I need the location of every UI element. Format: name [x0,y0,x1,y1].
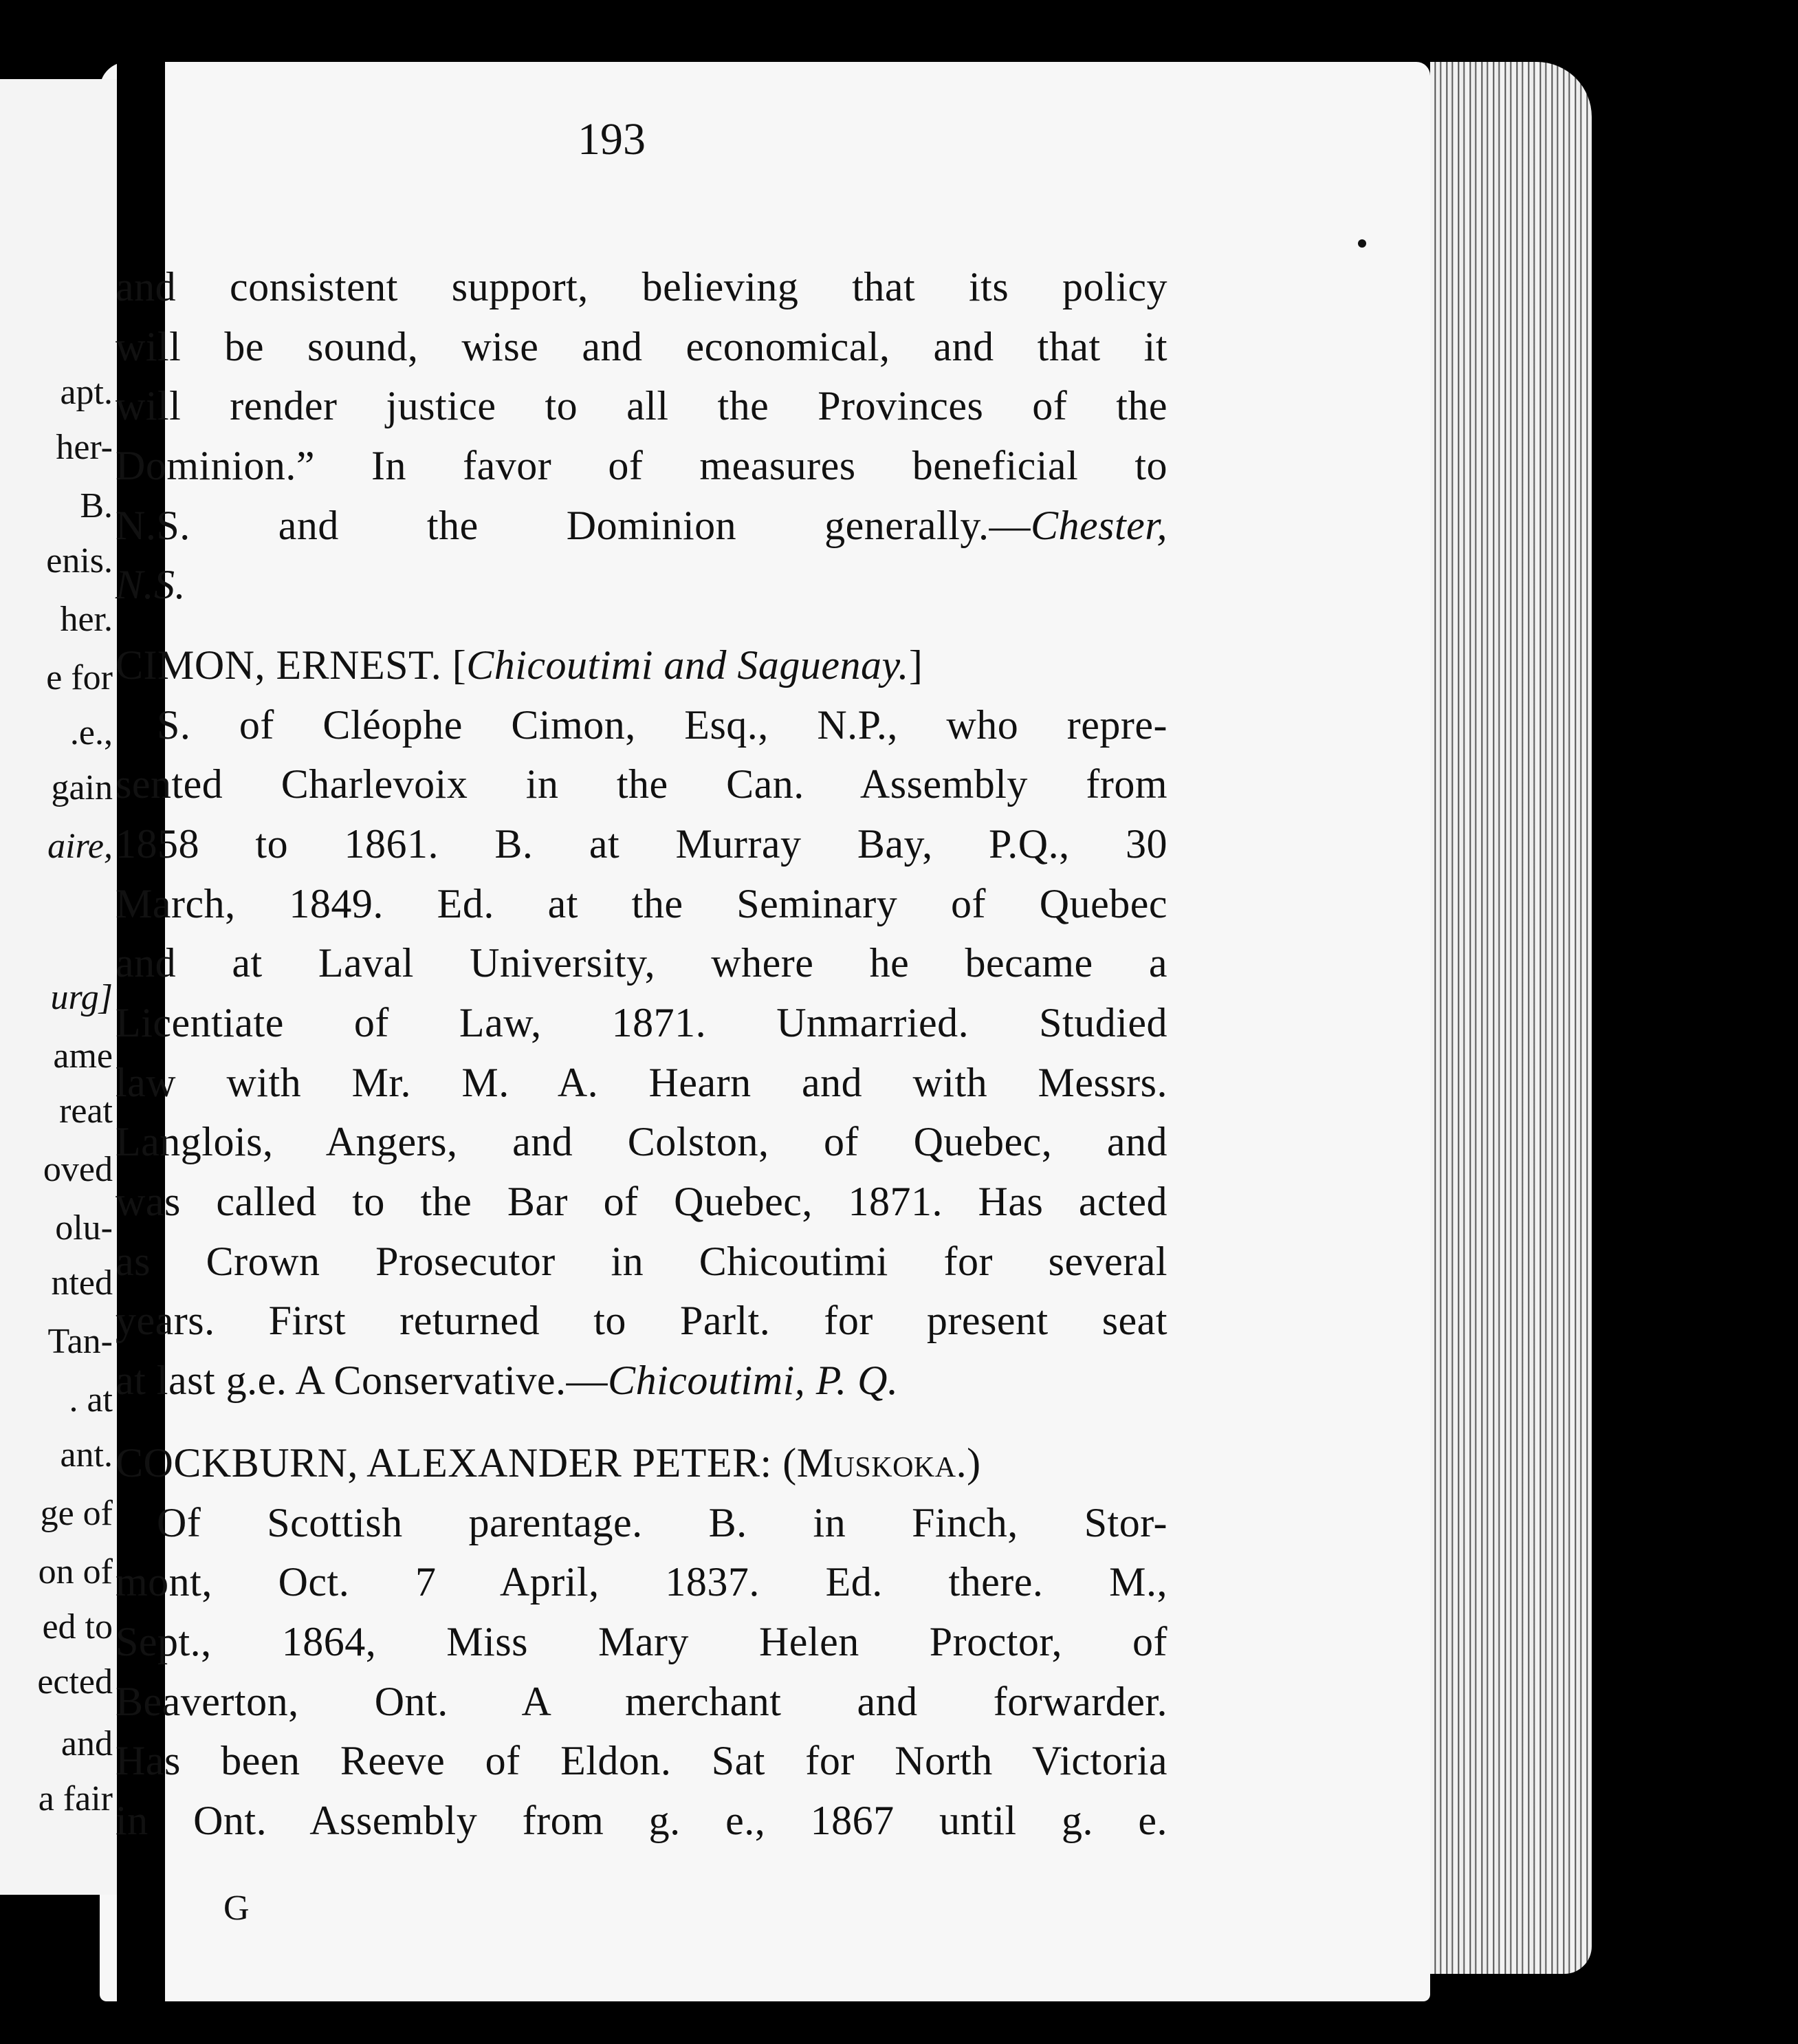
line-text: and at Laval University, where he became a [116,940,1167,986]
text-line [157,704,1167,746]
line-italic-text: Chicoutimi and Saguenay. [466,642,909,688]
margin-fragment: .e., [69,713,113,752]
text-line [116,1181,1167,1222]
text-line [157,1502,1167,1543]
line-text: March, 1849. Ed. at the Seminary of Quebec [116,881,1167,926]
line-text: as Crown Prosecutor in Chicoutimi for several [116,1239,1167,1284]
text-line [116,1300,1167,1341]
margin-fragment: on of [38,1552,113,1591]
line-text: sented Charlevoix in the Can. Assembly from [116,761,1167,807]
line-text-end: ] [908,642,923,688]
line-text: mont, Oct. 7 April, 1837. Ed. there. M., [116,1559,1167,1605]
line-italic-text: N.S. [116,562,186,607]
line-text: N.S. and the Dominion generally.— [116,503,1031,548]
text-line [116,1800,1167,1841]
line-text: Licentiate of Law, 1871. Unmarried. Studied [116,1000,1167,1045]
text-line [116,266,1167,307]
margin-fragment: olu- [55,1208,113,1248]
text-line [116,326,1167,367]
line-text: 1858 to 1861. B. at Murray Bay, P.Q., 30 [116,821,1167,867]
ink-spot [1358,239,1366,248]
margin-fragment: oved [43,1150,113,1189]
line-text: Langlois, Angers, and Colston, of Quebec, and [116,1119,1167,1164]
text-line [116,1121,1167,1162]
margin-fragment: and [61,1724,113,1763]
line-italic-text: Chicoutimi, P. Q. [608,1358,899,1403]
margin-fragment: ame [53,1036,113,1076]
text-line [116,564,186,605]
margin-fragment: her- [56,428,113,467]
line-italic-text: Chester, [1031,503,1167,548]
margin-fragment: B. [80,486,113,525]
line-text: law with Mr. M. A. Hearn and with Messrs. [116,1060,1167,1105]
text-line [116,940,1167,986]
text-line [116,1241,1167,1282]
margin-fragment: her. [60,600,113,639]
text-line [116,1062,1167,1103]
line-text: Dominion.” In favor of measures beneficial to [116,443,1167,488]
line-text: COCKBURN, ALEXANDER PETER: (Muskoka.) [116,1440,981,1486]
line-text: Has been Reeve of Eldon. Sat for North Victoria [116,1738,1167,1783]
text-line [116,1440,981,1486]
margin-fragment: gain [51,768,113,807]
line-text: S. of Cléophe Cimon, Esq., N.P., who repre- [157,702,1167,748]
text-line [116,823,1167,865]
text-line [116,385,1167,426]
line-text: was called to the Bar of Quebec, 1871. Has acted [116,1179,1167,1224]
text-line [116,883,1167,924]
margin-fragment: nted [51,1263,113,1303]
text-line [116,763,1167,805]
line-text: will render justice to all the Provinces of the [116,383,1167,428]
margin-fragment: ge of [40,1494,113,1533]
previous-page-strip [0,79,117,1895]
line-text: will be sound, wise and economical, and that it [116,324,1167,369]
margin-fragment: a fair [38,1779,113,1818]
text-line [116,1621,1167,1662]
text-line [116,505,1167,546]
line-text: and consistent support, believing that its policy [116,264,1167,309]
text-line [116,1740,1167,1781]
page-number: 193 [578,114,646,164]
text-line [116,644,923,686]
margin-fragment: ed to [42,1607,113,1646]
margin-fragment: e for [46,658,113,697]
margin-fragment: enis. [46,541,113,580]
margin-fragment: aire, [47,827,113,866]
margin-fragment: ant. [60,1435,113,1475]
line-text: in Ont. Assembly from g. e., 1867 until g. e. [116,1798,1167,1843]
text-line [116,1002,1167,1043]
margin-fragment: urg] [50,978,113,1017]
page-edges [1430,62,1592,1974]
text-line [116,445,1167,486]
signature-mark: G [223,1889,250,1928]
margin-fragment: reat [59,1091,113,1131]
margin-fragment: apt. [60,373,113,412]
line-text: years. First returned to Parlt. for present seat [116,1298,1167,1343]
text-line [116,1360,898,1401]
line-text: Of Scottish parentage. B. in Finch, Stor- [157,1500,1167,1545]
line-text: Sept., 1864, Miss Mary Helen Proctor, of [116,1619,1167,1664]
line-text: Beaverton, Ont. A merchant and forwarder. [116,1679,1167,1724]
margin-fragment: Tan- [47,1322,113,1361]
line-text: CIMON, ERNEST. [ [116,642,467,688]
text-line [116,1559,1167,1605]
margin-fragment: ected [37,1662,113,1701]
line-text: at last g.e. A Conservative.— [116,1358,609,1403]
margin-fragment: . at [69,1380,113,1420]
text-line [116,1681,1167,1722]
